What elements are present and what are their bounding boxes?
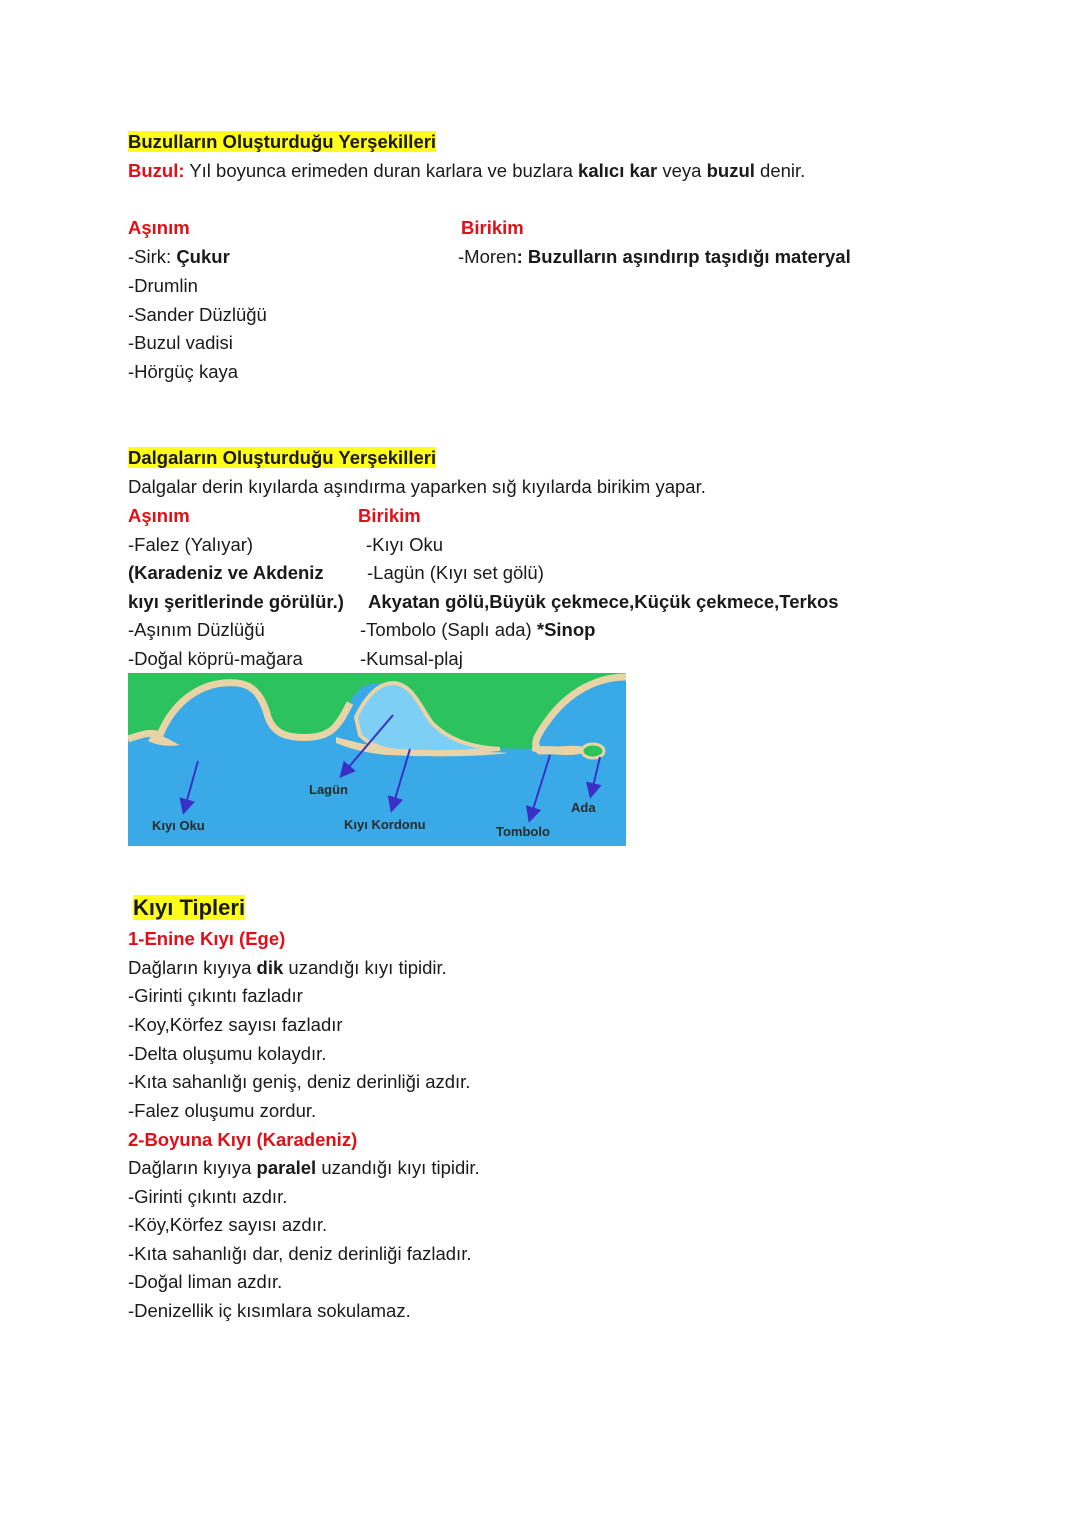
glacier-erosion-item: -Hörgüç kaya [128,361,239,382]
waves-deposit-examples: Akyatan gölü,Büyük çekmece,Küçük çekmece,Terkos [368,591,839,612]
glacier-section-title: Buzulların Oluşturduğu Yerşekilleri [128,131,437,152]
coastal-landforms-diagram [128,673,626,846]
waves-erosion-note: (Karadeniz ve Akdeniz [128,562,324,583]
label-tombolo: Tombolo [496,824,550,839]
waves-deposit-item: -Kıyı Oku [366,534,444,555]
waves-deposit-heading: Birikim [358,505,421,526]
glacier-definition: Buzul: Yıl boyunca erimeden duran karlara ve buzlara kalıcı kar veya buzul denir. [128,160,806,181]
glacier-erosion-item: -Buzul vadisi [128,332,233,353]
coast-types-title: Kıyı Tipleri [133,895,246,920]
waves-erosion-item: -Falez (Yalıyar) [128,534,254,555]
coast-type-1-item: -Girinti çıkıntı fazladır [128,985,303,1006]
waves-deposit-item: -Lagün (Kıyı set gölü) [367,562,544,583]
waves-intro: Dalgalar derin kıyılarda aşındırma yaparken sığ kıyılarda birikim yapar. [128,476,706,497]
coast-type-2-item: -Köy,Körfez sayısı azdır. [128,1214,328,1235]
coast-type-2-item: -Girinti çıkıntı azdır. [128,1186,288,1207]
coast-type-1-desc: Dağların kıyıya dik uzandığı kıyı tipidir. [128,957,447,978]
glacier-erosion-heading: Aşınım [128,217,190,238]
glacier-erosion-item: -Sander Düzlüğü [128,304,267,325]
waves-erosion-item: -Doğal köprü-mağara [128,648,303,669]
coast-type-2-desc: Dağların kıyıya paralel uzandığı kıyı tipidir. [128,1157,480,1178]
waves-erosion-item: -Aşınım Düzlüğü [128,619,265,640]
coast-type-2-item: -Kıta sahanlığı dar, deniz derinliği fazladır. [128,1243,472,1264]
glacier-erosion-item: -Drumlin [128,275,198,296]
glacier-deposit-heading: Birikim [461,217,524,238]
label-kiyi-oku: Kıyı Oku [152,818,205,833]
label-lagun: Lagün [309,782,348,797]
waves-section-title: Dalgaların Oluşturduğu Yerşekilleri [128,447,437,468]
coast-type-1-item: -Kıta sahanlığı geniş, deniz derinliği azdır. [128,1071,471,1092]
coast-type-1-item: -Koy,Körfez sayısı fazladır [128,1014,343,1035]
coast-type-2-title: 2-Boyuna Kıyı (Karadeniz) [128,1129,358,1150]
label-ada: Ada [571,800,596,815]
waves-deposit-item: -Tombolo (Saplı ada) *Sinop [360,619,596,640]
coast-type-2-item: -Denizellik iç kısımlara sokulamaz. [128,1300,411,1321]
glacier-erosion-item: -Sirk: Çukur [128,246,230,267]
coast-type-1-item: -Delta oluşumu kolaydır. [128,1043,327,1064]
coast-type-2-item: -Doğal liman azdır. [128,1271,283,1292]
label-kiyi-kordonu: Kıyı Kordonu [344,817,426,832]
glacier-deposit-item: -Moren: Buzulların aşındırıp taşıdığı materyal [458,246,851,267]
waves-erosion-heading: Aşınım [128,505,190,526]
ada-island [582,744,604,758]
coast-type-1-item: -Falez oluşumu zordur. [128,1100,317,1121]
coast-type-1-title: 1-Enine Kıyı (Ege) [128,928,286,949]
waves-deposit-item: -Kumsal-plaj [360,648,463,669]
waves-erosion-note: kıyı şeritlerinde görülür.) [128,591,344,612]
